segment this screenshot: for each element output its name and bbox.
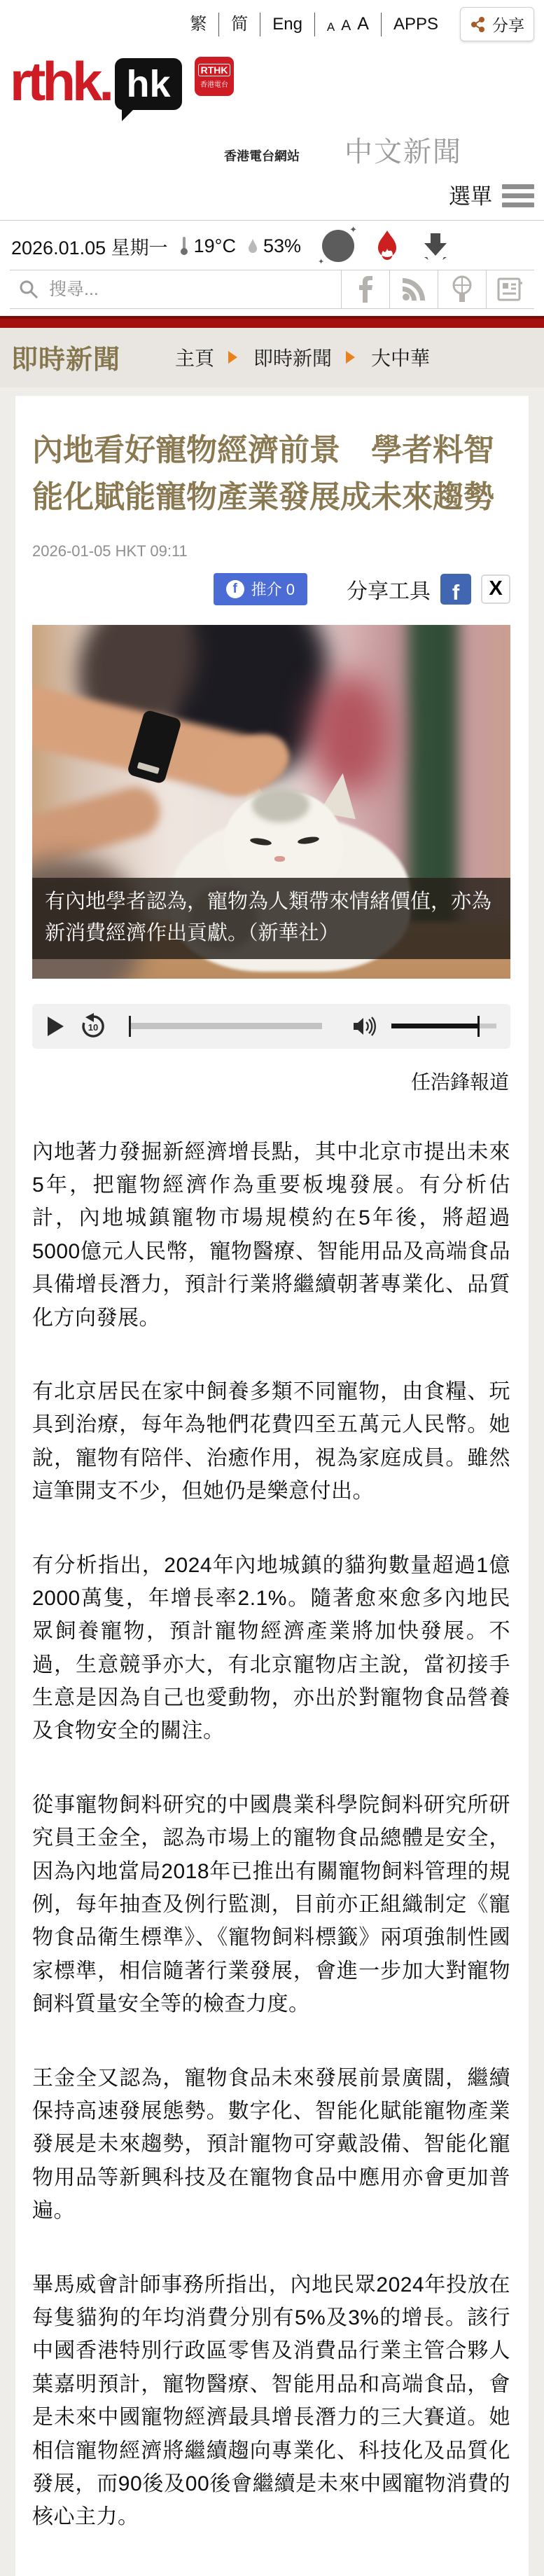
lang-english-button[interactable]: Eng — [272, 14, 302, 34]
facebook-link[interactable] — [341, 270, 389, 308]
svg-text:10: 10 — [88, 1021, 99, 1033]
fb-recommend-button[interactable]: f 推介 0 — [214, 573, 307, 605]
section-title: 即時新聞 — [11, 345, 121, 375]
flame-icon[interactable] — [372, 229, 402, 263]
share-nodes-icon — [470, 16, 487, 33]
article-datetime: 2026-01-05 HKT 09:11 — [32, 542, 188, 560]
x-share-button[interactable]: X — [481, 574, 510, 604]
search-icon — [18, 279, 39, 300]
humidity-icon — [247, 237, 258, 254]
lang-traditional-button[interactable]: 繁 — [190, 14, 207, 34]
breadcrumb-item-instant-news[interactable]: 即時新聞 — [253, 347, 333, 369]
lang-simplified-button[interactable]: 简 — [231, 14, 249, 34]
newspaper-icon — [497, 277, 524, 301]
breadcrumb-item-home[interactable]: 主頁 — [175, 347, 215, 369]
podcast-link[interactable] — [438, 270, 486, 308]
facebook-share-button[interactable]: f — [440, 574, 471, 605]
article-card — [15, 396, 529, 2576]
breadcrumb — [175, 343, 430, 371]
humidity-text: 53% — [263, 235, 302, 256]
page-background — [0, 387, 544, 2576]
temperature-text: 19°C — [193, 235, 236, 256]
article-paragraph: 有分析指出，2024年內地城鎮的貓狗數量超過1億2000萬隻，年增長率2.1%。隨著愈來愈多內地民眾飼養寵物，預計寵物經濟產業將加快發展。不過，生意競爭亦大，有北京寵物店主說，當初接手生意是因為自己也愛動物，亦出於對寵物食品營養及食物安全的關注。 — [32, 1553, 510, 1743]
search-input[interactable] — [49, 280, 273, 300]
font-size-large-button[interactable]: A — [357, 14, 369, 34]
share-button[interactable] — [460, 7, 534, 41]
date-text: 2026.01.05 星期一 — [11, 237, 168, 259]
article-share-row — [32, 573, 510, 605]
thermometer-icon — [179, 235, 189, 256]
facebook-circle-icon: f — [226, 580, 244, 598]
breadcrumb-item-greater-china[interactable]: 大中華 — [371, 347, 431, 369]
facebook-icon — [358, 276, 373, 303]
rewind-10-button[interactable] — [80, 1013, 106, 1040]
font-size-medium-button[interactable]: A — [341, 18, 351, 34]
article-body — [32, 1136, 510, 2534]
site-section-label: 中文新聞 — [344, 137, 462, 167]
breadcrumb-separator-icon — [346, 351, 361, 364]
apps-button[interactable]: APPS — [393, 14, 438, 34]
audio-player — [32, 1004, 510, 1049]
rthk-badge: RTHK 香港電台 — [195, 57, 234, 96]
photo-caption: 有內地學者認為，寵物為人類帶來情緒價值，亦為新消費經濟作出貢獻。（新華社） — [32, 878, 510, 959]
article-paragraph: 王金全又認為，寵物食品未來發展前景廣闊，繼續保持高速發展態勢。數字化、智能化賦能寵物產業發展是未來趨勢，預計寵物可穿戴設備、智能化寵物用品等新興科技及在寵物食品中應用亦會更加普遍。 — [32, 2066, 510, 2223]
logo-rthk-text: rthk. — [10, 50, 111, 112]
article-paragraph: 有北京居民在家中飼養多類不同寵物，由食糧、玩具到治療，每年為牠們花費四至五萬元人民幣。她說，寵物有陪伴、治癒作用，視為家庭成員。雖然這筆開支不少，但她仍是樂意付出。 — [32, 1379, 510, 1503]
share-label: 分享 — [492, 16, 524, 34]
article-paragraph: 從事寵物飼料研究的中國農業科學院飼料研究所研究員王金全，認為市場上的寵物食品總體是安全，因為內地當局2018年已推出有關寵物飼料管理的規例，每年抽查及例行監測，目前亦正組織制定《寵物食品衛生標準》、《寵物飼料標籤》兩項強制性國家標準，相信隨著行業發展，會進一步加大對寵物飼料質量安全等的檢查力度。 — [32, 1793, 510, 2016]
play-button[interactable] — [46, 1016, 64, 1037]
byline: 任浩鋒報道 — [410, 1070, 509, 1093]
download-icon[interactable] — [420, 230, 451, 261]
volume-slider[interactable] — [391, 1016, 496, 1037]
logo-hk-bubble: hk — [115, 58, 182, 110]
site-name: 香港電台網站 — [224, 149, 300, 163]
hamburger-icon[interactable] — [502, 181, 534, 207]
rthk-logo[interactable] — [10, 50, 234, 112]
weather-icon[interactable] — [322, 230, 354, 262]
podcast-mic-icon — [449, 275, 475, 303]
menu-row — [0, 179, 544, 221]
news-archive-link[interactable] — [486, 270, 534, 308]
breadcrumb-separator-icon — [228, 351, 244, 364]
rss-icon — [401, 277, 426, 302]
breadcrumb-bar — [0, 328, 544, 387]
font-size-buttons — [315, 14, 381, 34]
article-photo — [32, 625, 510, 979]
font-size-small-button[interactable]: A — [326, 20, 335, 34]
volume-icon[interactable] — [352, 1016, 376, 1037]
article-title: 內地看好寵物經濟前景 學者料智能化賦能寵物產業發展成未來趨勢 — [32, 433, 494, 515]
rss-link[interactable] — [389, 270, 438, 308]
status-bar — [0, 221, 544, 270]
red-divider-bar — [0, 316, 544, 328]
menu-button[interactable]: 選單 — [449, 184, 492, 209]
site-header — [0, 46, 544, 179]
search-bar — [10, 270, 534, 309]
article-paragraph: 內地著力發掘新經濟增長點，其中北京市提出未來5年，把寵物經濟作為重要板塊發展。有分析估計，內地城鎮寵物市場規模約在5年後，將超過5000億元人民幣，寵物醫療、智能用品及高端食品具備增長潛力，預計行業將繼續朝著專業化、品質化方向發展。 — [32, 1140, 510, 1330]
progress-bar[interactable] — [129, 1016, 337, 1037]
top-toolbar — [0, 0, 544, 46]
share-tools-label: 分享工具 — [347, 579, 431, 603]
article-paragraph: 畢馬威會計師事務所指出，內地民眾2024年投放在每隻貓狗的年均消費分別有5%及3%的增長。該行中國香港特別行政區零售及消費品行業主管合夥人葉嘉明預計，寵物醫療、智能用品和高端食品，會是未來中國寵物經濟最具增長潛力的三大賽道。她相信寵物經濟將繼續趨向專業化、科技化及品質化發展，而90後及00後會繼續是未來中國寵物消費的核心主力。 — [32, 2273, 510, 2529]
